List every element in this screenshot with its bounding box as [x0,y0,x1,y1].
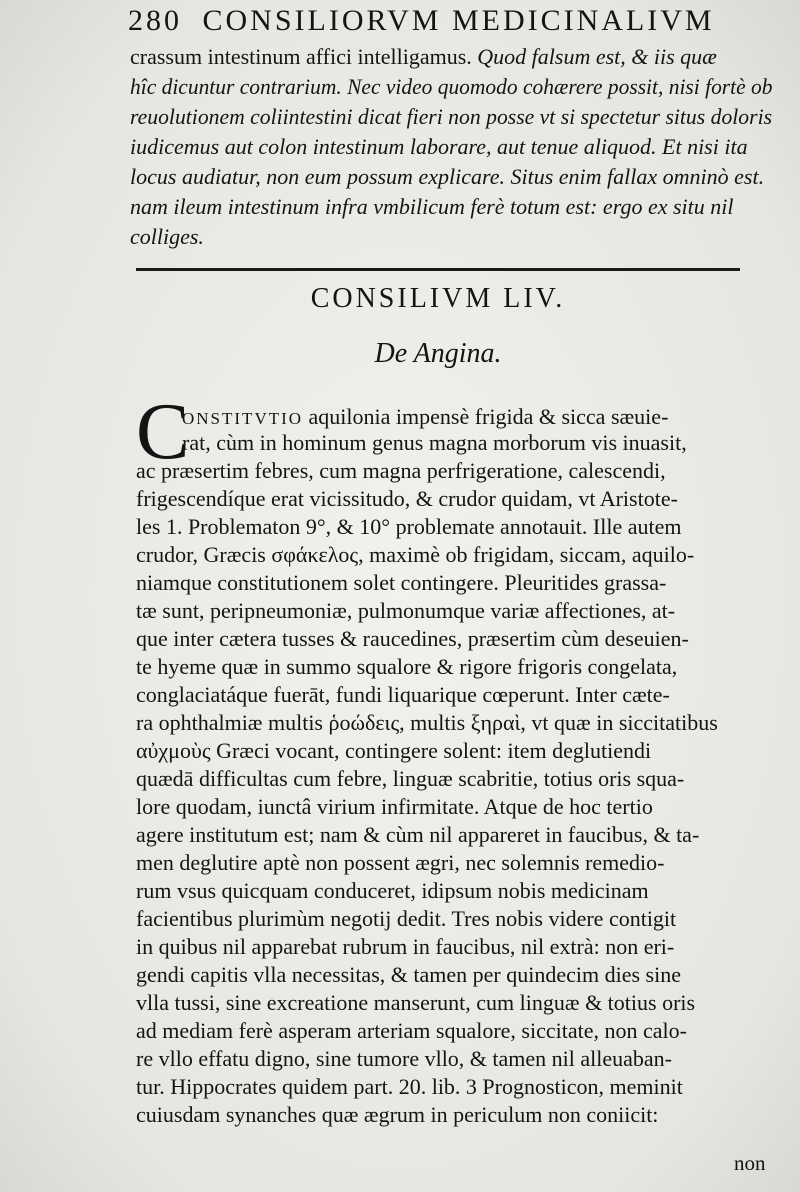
body-line: re vllo effatu digno, sine tumore vllo, & tamen nil alleuaban- [136,1046,673,1071]
running-head [128,4,728,38]
body-line: conglaciatáque fuerāt, fundi liquarique cœperunt. Inter cæte- [136,682,670,707]
body-line: quædā difficultas cum febre, linguæ scabritie, totius oris squa- [136,766,685,791]
body-line: cuiusdam synanches quæ ægrum in periculum non coniicit: [136,1102,659,1127]
body-line: vlla tussi, sine excreatione manserunt, cum linguæ & totius oris [136,990,696,1015]
body-line: niamque constitutionem solet contingere. Pleuritides grassa- [136,570,667,595]
continuation-line: nam ileum intestinum infra vmbilicum ferè totum est: ergo ex situ nil [130,194,734,219]
body-line: αὐχμοὺς Græci vocant, contingere solent: item deglutiendi [136,738,652,763]
continuation-roman-text: crassum intestinum affici intelligamus. [130,44,472,69]
continuation-line: colliges. [130,224,204,249]
body-line: te hyeme quæ in summo squalore & rigore frigoris congelata, [136,654,678,679]
continuation-line: hîc dicuntur contrarium. Nec video quomodo cohærere possit, nisi fortè ob [130,74,773,99]
body-line: ac præsertim febres, cum magna perfrigeratione, calescendi, [136,458,666,483]
continuation-line: iudicemus aut colon intestinum laborare, aut tenue aliquod. Et nisi ita [130,134,748,159]
catchword: non [734,1151,766,1175]
continuation-line-1 [130,44,717,70]
body-line: in quibus nil apparebat rubrum in faucibus, nil extrà: non eri- [136,934,675,959]
section-rule [136,268,740,271]
body-line: rum vsus quicquam conduceret, idipsum nobis medicinam [136,878,649,903]
body-line: ad mediam ferè asperam arteriam squalore, siccitate, non calo- [136,1018,687,1043]
body-line-text: aquilonia impensè frigida & sicca sæuie- [303,404,669,429]
body-line: que inter cætera tusses & raucedines, præsertim cùm deseuien- [136,626,689,651]
body-line: tæ sunt, peripneumoniæ, pulmonumque variæ affectiones, at- [136,598,676,623]
opening-word: ONSTITVTIO [182,409,304,428]
body-line: men deglutire aptè non possent ægri, nec solemnis remedio- [136,850,665,875]
body-line: facientibus plurimùm negotij dedit. Tres nobis videre contigit [136,906,677,931]
body-line: crudor, Græcis σφάκελος, maximè ob frigidam, siccam, aquilo- [136,542,695,567]
body-line: ra ophthalmiæ multis ῥοώδεις, multis ξηραὶ, vt quæ in siccitatibus [136,710,718,735]
body-line-1 [182,404,668,432]
body-line: les 1. Problematon 9°, & 10° problemate annotauit. Ille autem [136,514,682,539]
running-title: CONSILIORVM MEDICINALIVM [202,4,715,37]
body-line: agere institutum est; nam & cùm nil appareret in faucibus, & ta- [136,822,700,847]
continuation-italic-text: Quod falsum est, & iis quæ [477,44,717,69]
chapter-title: CONSILIVM LIV. [310,283,566,314]
body-line: gendi capitis vlla necessitas, & tamen per quindecim dies sine [136,962,681,987]
body-line: frigescendíque erat vicissitudo, & crudor quidam, vt Aristote- [136,486,678,511]
drop-cap: C [136,388,190,476]
body-line: tur. Hippocrates quidem part. 20. lib. 3 Prognosticon, meminit [136,1074,683,1099]
body-line: rat, cùm in hominum genus magna morborum vis inuasit, [182,430,687,455]
continuation-line: locus audiatur, non eum possum explicare. Situs enim fallax omninò est. [130,164,765,189]
page-number: 280 [128,4,182,37]
body-line: lore quodam, iunctâ virium infirmitate. Atque de hoc tertio [136,794,653,819]
continuation-line: reuolutionem coliintestini dicat fieri non posse vt si spectetur situs doloris [130,104,773,129]
chapter-subtitle: De Angina. [374,338,502,369]
